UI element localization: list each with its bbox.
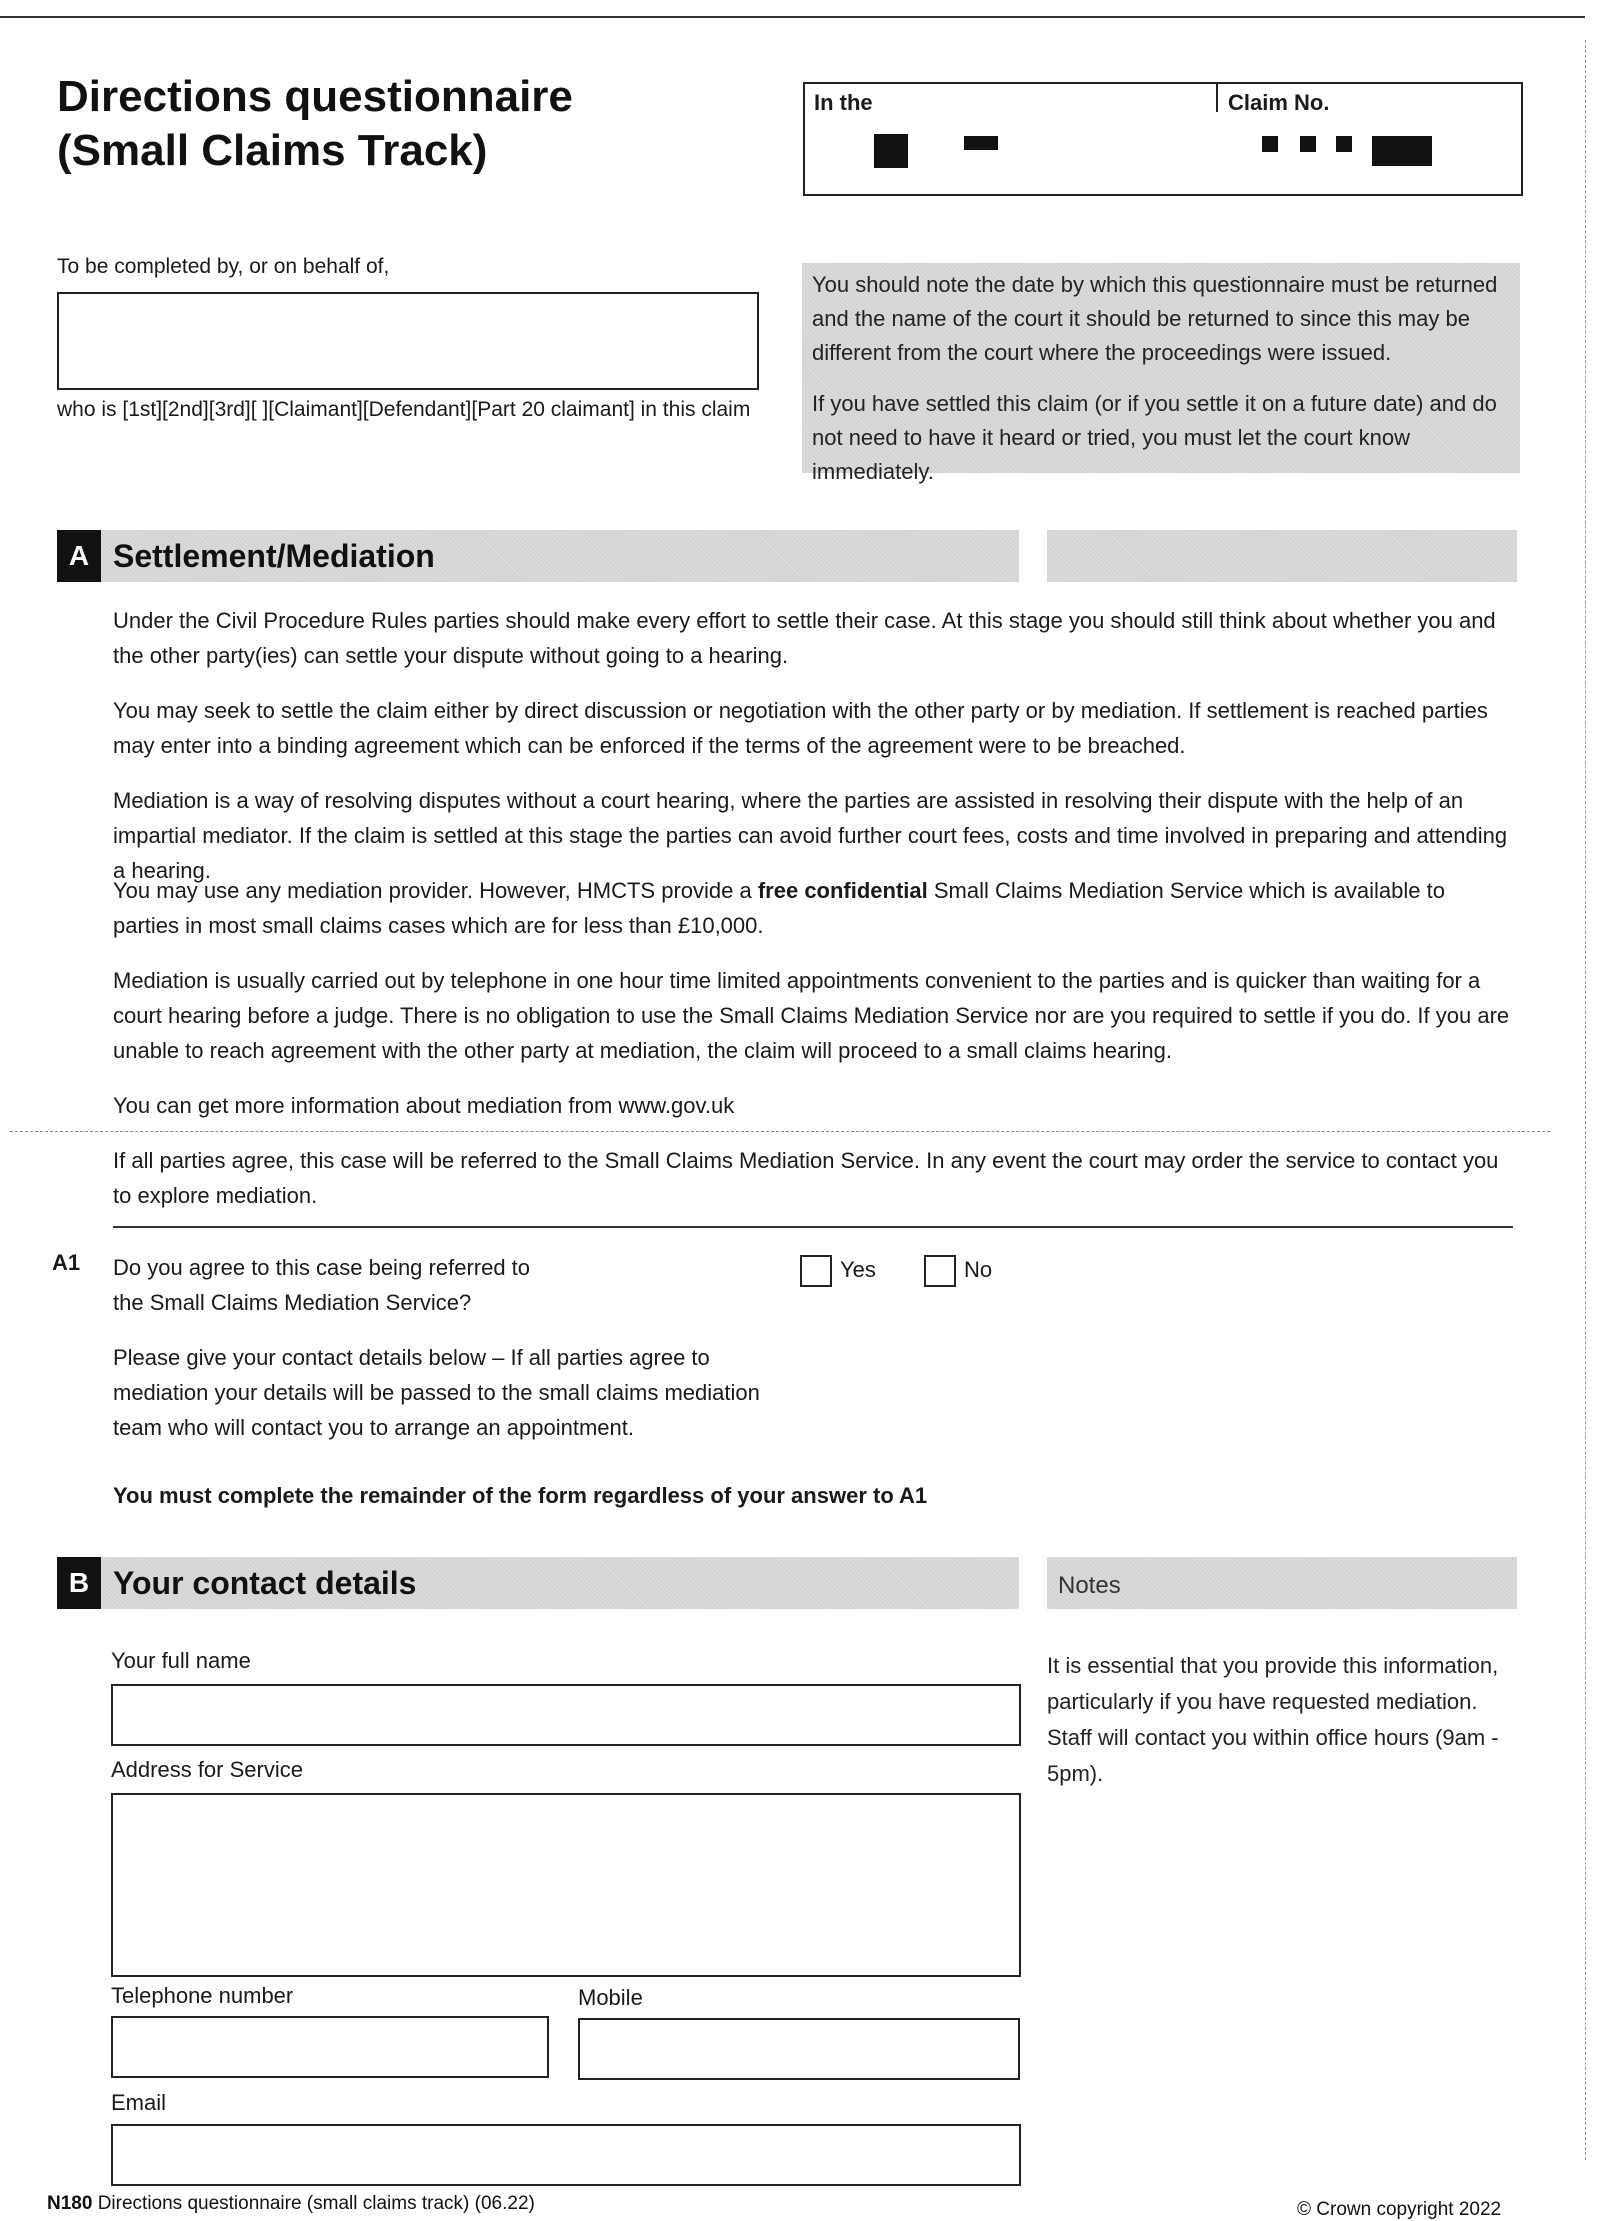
right-scan-edge <box>1585 40 1586 2160</box>
redaction-block <box>874 134 908 168</box>
completed-by-field[interactable] <box>57 292 759 390</box>
section-a-notes-bar <box>1047 530 1517 582</box>
notice-para-2: If you have settled this claim (or if you settle it on a future date) and do not need to have it heard or tried, you must let the court know immediately. <box>812 391 1497 484</box>
top-border-line <box>0 16 1585 18</box>
para4-bold: free confidential <box>757 878 928 903</box>
email-field[interactable] <box>111 2124 1021 2186</box>
mediation-paragraph: Mediation is a way of resolving disputes without a court hearing, where the parties are assisted in resolving their dispute with the help of an impartial mediator. If the claim is settled at this stage the parties can avoid further court fees, costs and time involved in preparing and attending a hearing. <box>113 788 1508 883</box>
para4-post: Small Claims Mediation Service which is available to parties in most small claims cases which are for less than £10,000. <box>113 878 1445 938</box>
a1-no-label: No <box>964 1257 993 1282</box>
a1-question: Do you agree to this case being referred to the Small Claims Mediation Service? <box>113 1255 531 1315</box>
mediation-paragraph: You may seek to settle the claim either by direct discussion or negotiation with the other party or by mediation. If settlement is reached parties may enter into a binding agreement which can be enforced if the terms of the agreement were to be breached. <box>113 698 1488 758</box>
telephone-label: Telephone number <box>111 1983 294 2008</box>
a1-no-checkbox[interactable] <box>924 1255 956 1287</box>
form-code: N180 <box>47 2193 93 2214</box>
notes-text: It is essential that you provide this information, particularly if you have requested mediation. Staff will contact you within office hours (9am - 5pm). <box>1047 1653 1499 1786</box>
notice-para-1: You should note the date by which this questionnaire must be returned and the name of the court it should be returned to since this may be different from the court where the proceedings were issued. <box>812 272 1498 365</box>
mediation-info-link: You can get more information about mediation from www.gov.uk <box>113 1093 735 1118</box>
section-b-letter: B <box>57 1557 101 1609</box>
completed-by-label: To be completed by, or on behalf of, <box>57 255 390 278</box>
court-name-field[interactable] <box>810 110 1210 188</box>
mobile-label: Mobile <box>578 1985 643 2010</box>
para4-pre: You may use any mediation provider. However, HMCTS provide a <box>113 878 758 903</box>
email-label: Email <box>111 2090 167 2115</box>
footer-form-id <box>47 2193 535 2215</box>
section-a-title: Settlement/Mediation <box>113 538 435 574</box>
who-is-line: who is [1st][2nd][3rd][ ][Claimant][Defendant][Part 20 claimant] in this claim <box>57 398 751 421</box>
court-claim-divider <box>1216 82 1218 112</box>
redaction-block <box>964 136 998 150</box>
in-the-label: In the <box>814 90 873 115</box>
redaction-block <box>1300 136 1316 152</box>
a1-yes-checkbox[interactable] <box>800 1255 832 1287</box>
title-line-1: Directions questionnaire <box>57 72 573 121</box>
telephone-field[interactable] <box>111 2016 549 2078</box>
mediation-paragraph: Under the Civil Procedure Rules parties should make every effort to settle their case. At this stage you should still think about whether you and the other party(ies) can settle your dispute without going to a hearing. <box>113 608 1496 668</box>
redaction-block <box>1336 136 1352 152</box>
address-field[interactable] <box>111 1793 1021 1977</box>
notes-title: Notes <box>1058 1572 1121 1599</box>
full-name-label: Your full name <box>111 1648 251 1673</box>
page-title <box>57 70 573 178</box>
mediation-paragraph: Mediation is usually carried out by telephone in one hour time limited appointments convenient to the parties and is quicker than waiting for a court hearing before a judge. There is no obligation to use the Small Claims Mediation Service nor are you required to settle if you do. If you are unable to reach agreement with the other party at mediation, the claim will proceed to a small claims hearing. <box>113 968 1510 1063</box>
full-name-field[interactable] <box>111 1684 1021 1746</box>
form-title: Directions questionnaire (small claims track) (06.22) <box>92 2193 535 2214</box>
redaction-block <box>1262 136 1278 152</box>
a1-must-complete: You must complete the remainder of the form regardless of your answer to A1 <box>113 1483 928 1508</box>
redaction-block <box>1372 136 1432 166</box>
section-a-divider <box>113 1226 1513 1228</box>
section-b-title: Your contact details <box>113 1565 417 1601</box>
copyright: © Crown copyright 2022 <box>1297 2199 1502 2220</box>
mobile-field[interactable] <box>578 2018 1020 2080</box>
a1-number: A1 <box>52 1250 81 1275</box>
mediation-paragraph-free-service <box>113 873 1513 943</box>
a1-yes-label: Yes <box>840 1257 876 1282</box>
title-line-2: (Small Claims Track) <box>57 126 488 175</box>
address-label: Address for Service <box>111 1757 303 1782</box>
scan-artifact-line <box>10 1131 1550 1132</box>
claim-no-label: Claim No. <box>1228 90 1330 115</box>
section-a-letter: A <box>57 530 101 582</box>
mediation-paragraph: If all parties agree, this case will be referred to the Small Claims Mediation Service. In any event the court may order the service to contact you to explore mediation. <box>113 1148 1499 1208</box>
a1-contact-note: Please give your contact details below – If all parties agree to mediation your details will be passed to the small claims mediation team who will contact you to arrange an appointment. <box>113 1345 760 1440</box>
